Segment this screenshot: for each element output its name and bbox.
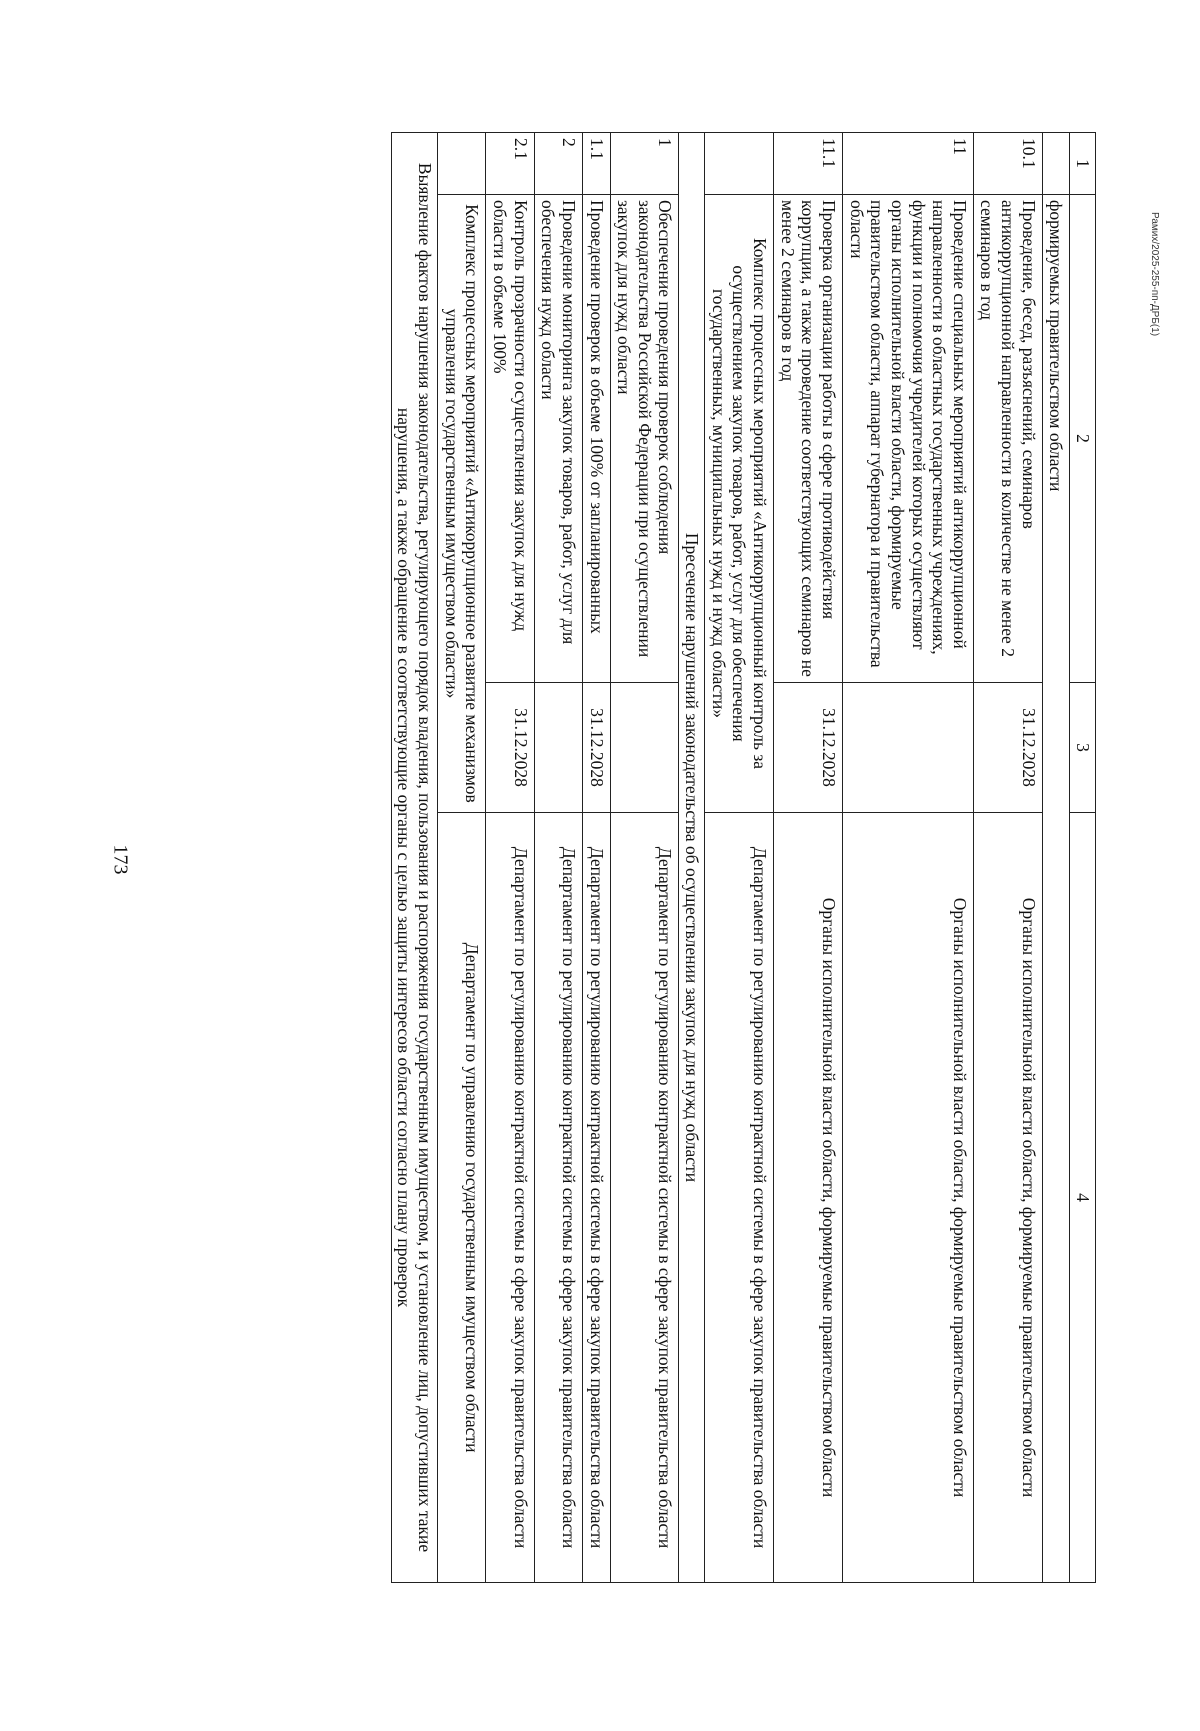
row-responsible: Департамент по регулированию контрактной системы в сфере закупок правительства области xyxy=(582,813,610,1583)
row-date xyxy=(534,683,582,813)
complex-responsible: Департамент по регулированию контрактной системы в сфере закупок правительства области xyxy=(705,813,774,1583)
row-number: 2.1 xyxy=(486,133,534,195)
row-number: 1 xyxy=(610,133,679,195)
rotated-page xyxy=(166,132,1096,1582)
row-responsible: Органы исполнительной власти области, формируемые правительством области xyxy=(774,813,843,1583)
header-col-3: 3 xyxy=(1070,683,1096,813)
row-text: Проведение, бесед, разъяснений, семинаров антикоррупционной направленности в количестве не менее 2 семинаров в год xyxy=(973,195,1042,683)
table-row xyxy=(486,133,534,1583)
table-row xyxy=(534,133,582,1583)
row-text: Проведение проверок в объеме 100% от запланированных xyxy=(582,195,610,683)
row-text: Обеспечение проведения проверок соблюдения законодательства Российской Федерации при осуществлении закупок для нужд области xyxy=(610,195,679,683)
row-text: Проведение специальных мероприятий антикоррупционной направленности в областных государственных учреждениях, функции и полномочия учредителей которых осуществляют органы исполнительной власти области, формируемые правительством области, аппарат губернатора и правительства области xyxy=(842,195,973,683)
row-date: 31.12.2028 xyxy=(486,683,534,813)
header-row xyxy=(1070,133,1096,1583)
row-date xyxy=(610,683,679,813)
row-responsible: Органы исполнительной власти области, формируемые правительством области xyxy=(973,813,1042,1583)
row-date: 31.12.2028 xyxy=(582,683,610,813)
table-row xyxy=(610,133,679,1583)
row-responsible: Департамент по регулированию контрактной системы в сфере закупок правительства области xyxy=(610,813,679,1583)
row-date: 31.12.2028 xyxy=(774,683,843,813)
complex-row xyxy=(438,133,486,1583)
task-row xyxy=(679,133,705,1583)
header-col-2: 2 xyxy=(1070,195,1096,683)
row-date xyxy=(842,683,973,813)
header-col-1: 1 xyxy=(1070,133,1096,195)
task-title: Пресечение нарушений законодательства об осуществлении закупок для нужд области xyxy=(679,133,705,1583)
row-text: Проверка организации работы в сфере противодействия коррупции, а также проведение соответствующих семинаров не менее 2 семинаров в год xyxy=(774,195,843,683)
row-responsible: Департамент по регулированию контрактной системы в сфере закупок правительства области xyxy=(534,813,582,1583)
row-text: Контроль прозрачности осуществления закупок для нужд области в объеме 100% xyxy=(486,195,534,683)
measures-table xyxy=(391,132,1096,1583)
complex-row xyxy=(705,133,774,1583)
continuation-row xyxy=(1042,133,1070,1583)
row-responsible: Органы исполнительной власти области, формируемые правительством области xyxy=(842,813,973,1583)
page-number: 173 xyxy=(109,844,132,875)
table-row xyxy=(842,133,973,1583)
row-number: 11.1 xyxy=(774,133,843,195)
task-row xyxy=(391,133,437,1583)
complex-responsible: Департамент по управлению государственным имуществом области xyxy=(438,813,486,1583)
row-responsible: Департамент по регулированию контрактной системы в сфере закупок правительства области xyxy=(486,813,534,1583)
row-date: 31.12.2028 xyxy=(973,683,1042,813)
document-code: Рамих/2025-255-пп-ДРБ(1) xyxy=(1149,212,1160,337)
row-number: 10.1 xyxy=(973,133,1042,195)
continuation-text: формируемых правительством области xyxy=(1042,195,1070,1583)
header-col-4: 4 xyxy=(1070,813,1096,1583)
table-row xyxy=(973,133,1042,1583)
row-number: 1.1 xyxy=(582,133,610,195)
table-row xyxy=(582,133,610,1583)
task-title: Выявление фактов нарушения законодательства, регулирующего порядок владения, пользования и распоряжения государственным имуществом, и установление лиц, допустивших такие нарушения, а также обращение в соответствующие органы с целью защиты интересов области согласно плану проверок xyxy=(391,133,437,1583)
row-number: 11 xyxy=(842,133,973,195)
row-text: Проведение мониторинга закупок товаров, работ, услуг для обеспечения нужд области xyxy=(534,195,582,683)
complex-title: Комплекс процессных мероприятий «Антикоррупционное развитие механизмов управления государственным имуществом области» xyxy=(438,195,486,813)
table-row xyxy=(774,133,843,1583)
complex-title: Комплекс процессных мероприятий «Антикоррупционный контроль за осуществлением закупок товаров, работ, услуг для обеспечения государственных, муниципальных нужд и нужд области» xyxy=(705,195,774,813)
row-number: 2 xyxy=(534,133,582,195)
